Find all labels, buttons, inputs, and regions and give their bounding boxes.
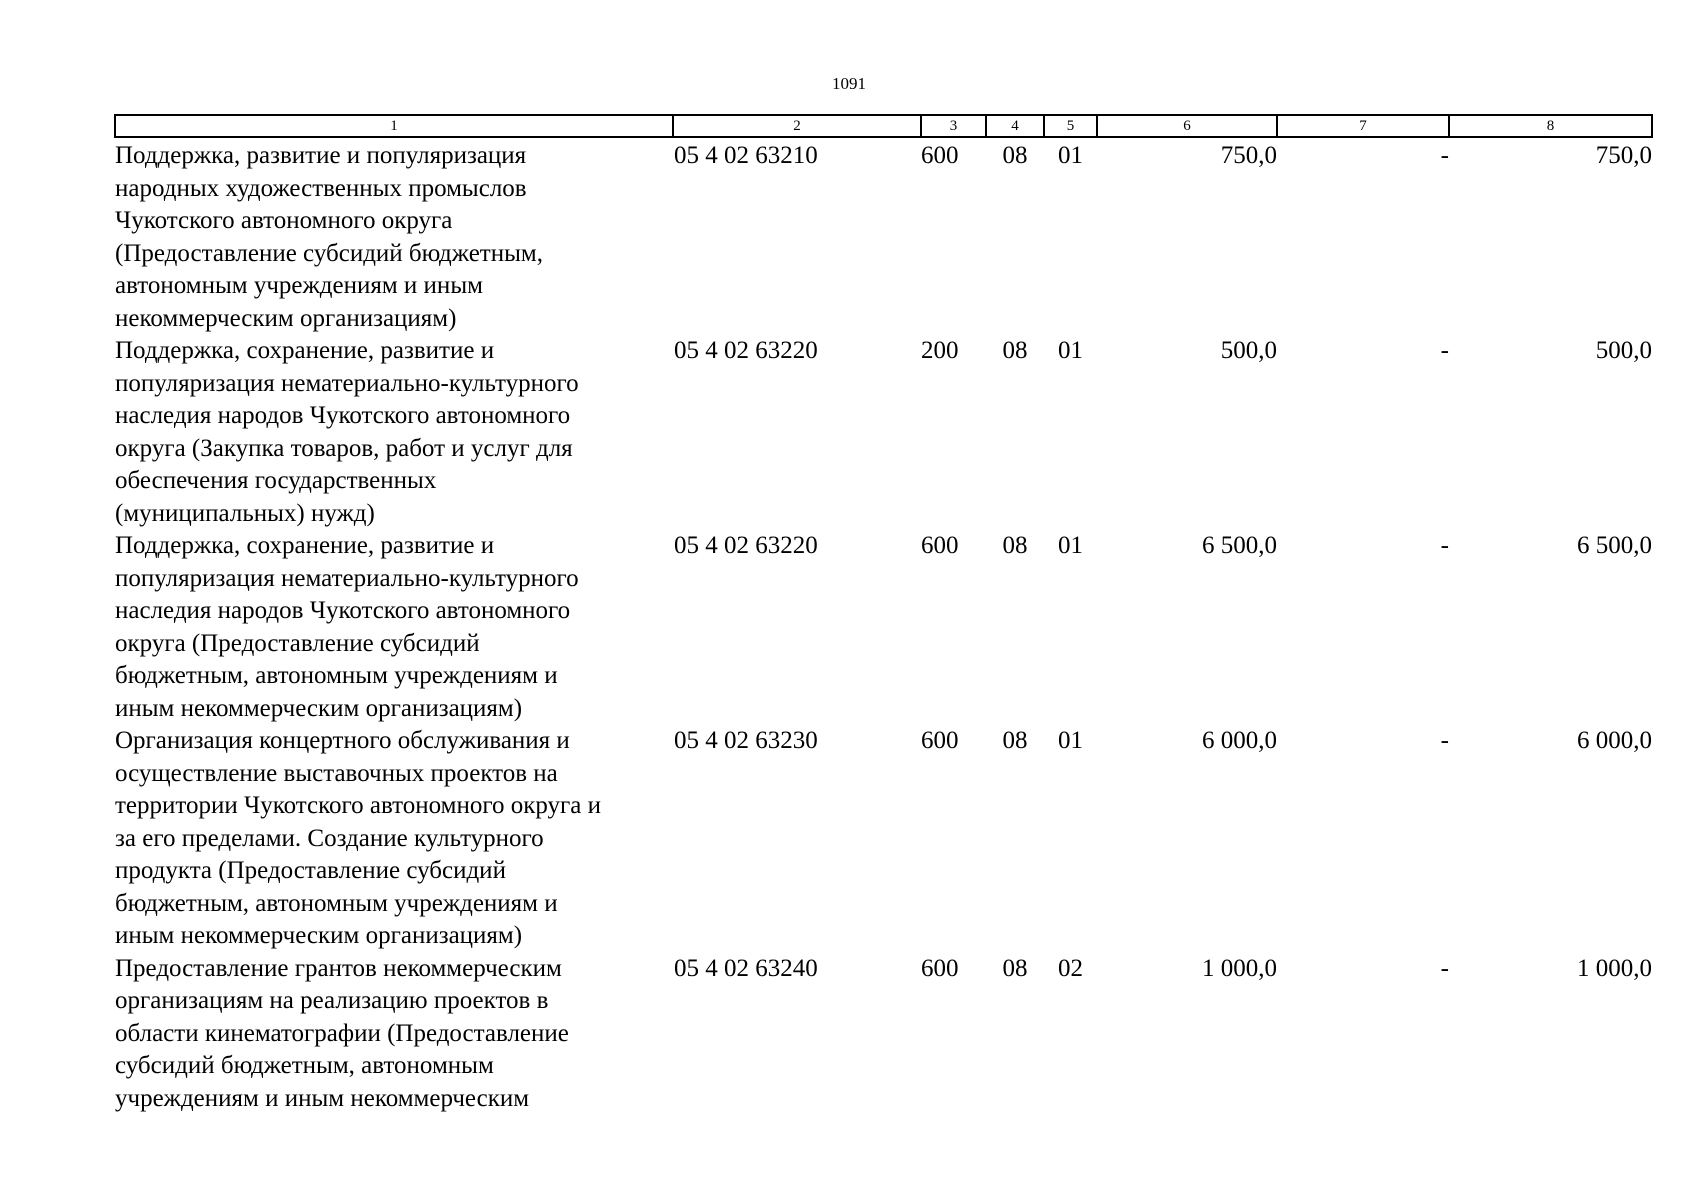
description-line: осуществление выставочных проектов на: [115, 759, 558, 787]
column-number-header: 5: [1044, 115, 1097, 137]
column-number-header: 3: [921, 115, 986, 137]
description-line: (муниципальных) нужд): [115, 499, 375, 527]
expense-type-code: 600: [921, 954, 959, 982]
target-article-code: 05 4 02 63230: [674, 727, 818, 754]
expense-type-code: 600: [921, 727, 959, 754]
column-number-header: 1: [115, 115, 673, 137]
description-line: округа (Предоставление субсидий: [115, 629, 480, 657]
column-number-header: 4: [986, 115, 1044, 137]
row-description: [115, 335, 673, 530]
description-line: бюджетным, автономным учреждениям и: [115, 889, 558, 917]
column-number-header: 7: [1277, 115, 1449, 137]
description-line: Поддержка, сохранение, развитие и: [115, 532, 495, 559]
amount-col-8: 750,0: [1595, 142, 1652, 169]
row-description: [115, 530, 673, 725]
row-description: [115, 137, 673, 335]
description-line: территории Чукотского автономного округа и: [115, 792, 602, 819]
amount-col-8: 6 500,0: [1577, 532, 1652, 559]
description-line: автономным учреждениям и иным: [115, 272, 483, 299]
description-line: бюджетным, автономным учреждениям и: [115, 662, 558, 689]
subsection-code: 01: [1058, 337, 1083, 364]
description-line: округа (Закупка товаров, работ и услуг для: [115, 434, 573, 462]
amount-col-6: 500,0: [1220, 337, 1277, 364]
description-line: области кинематографии (Предоставление: [115, 1019, 569, 1047]
description-line: учреждениям и иным некоммерческим: [115, 1084, 530, 1112]
subsection-code: 01: [1058, 142, 1083, 169]
description-line: иным некоммерческим организациям): [115, 694, 523, 722]
description-line: иным некоммерческим организациям): [115, 922, 523, 949]
amount-col-6: 750,0: [1220, 142, 1277, 169]
column-number-header-row: [115, 115, 1652, 137]
table-row: [115, 725, 1652, 953]
description-line: субсидий бюджетным, автономным: [115, 1052, 494, 1079]
expense-type-code: 600: [921, 532, 959, 559]
row-description: [115, 953, 673, 1116]
column-number-header: 2: [673, 115, 921, 137]
target-article-code: 05 4 02 63240: [674, 954, 818, 982]
column-number-header: 6: [1097, 115, 1277, 137]
amount-col-6: 6 000,0: [1202, 727, 1277, 754]
amount-col-6: 1 000,0: [1202, 954, 1277, 982]
expense-type-code: 200: [921, 337, 959, 364]
section-code: 08: [1002, 532, 1028, 559]
description-line: Чукотского автономного округа: [115, 207, 453, 234]
description-line: за его пределами. Создание культурного: [115, 824, 544, 852]
amount-col-6: 6 500,0: [1202, 532, 1277, 559]
target-article-code: 05 4 02 63220: [674, 337, 818, 364]
description-line: наследия народов Чукотского автономного: [115, 597, 571, 624]
amount-col-7: -: [1440, 142, 1449, 169]
column-number-header: 8: [1449, 115, 1652, 137]
target-article-code: 05 4 02 63220: [674, 532, 818, 559]
section-code: 08: [1002, 337, 1028, 364]
section-code: 08: [1002, 142, 1028, 169]
description-line: Поддержка, развитие и популяризация: [115, 142, 527, 169]
amount-col-8: 500,0: [1595, 337, 1652, 364]
expense-type-code: 600: [921, 142, 959, 169]
amount-col-7: -: [1440, 727, 1449, 754]
description-line: (Предоставление субсидий бюджетным,: [115, 239, 543, 267]
amount-col-7: -: [1440, 954, 1449, 982]
amount-col-7: -: [1440, 532, 1449, 559]
page-number: 1091: [832, 74, 866, 93]
description-line: популяризация нематериально-культурного: [115, 369, 579, 397]
section-code: 08: [1002, 727, 1028, 754]
table-row: [115, 953, 1652, 1116]
subsection-code: 01: [1058, 532, 1083, 559]
table-row: [115, 137, 1652, 335]
table-row: [115, 335, 1652, 530]
description-line: популяризация нематериально-культурного: [115, 564, 579, 592]
subsection-code: 02: [1058, 954, 1083, 982]
description-line: народных художественных промыслов: [115, 174, 527, 202]
amount-col-8: 6 000,0: [1577, 727, 1652, 754]
amount-col-8: 1 000,0: [1577, 954, 1652, 982]
description-line: наследия народов Чукотского автономного: [115, 402, 571, 429]
description-line: Поддержка, сохранение, развитие и: [115, 337, 495, 364]
amount-col-7: -: [1440, 337, 1449, 364]
row-description: [115, 725, 673, 953]
budget-table: [114, 114, 1653, 1115]
description-line: обеспечения государственных: [115, 467, 437, 494]
target-article-code: 05 4 02 63210: [674, 142, 818, 169]
subsection-code: 01: [1058, 727, 1083, 754]
table-row: [115, 530, 1652, 725]
section-code: 08: [1002, 954, 1028, 982]
description-line: организациям на реализацию проектов в: [115, 987, 549, 1014]
description-line: Предоставление грантов некоммерческим: [115, 954, 562, 982]
description-line: продукта (Предоставление субсидий: [115, 857, 506, 884]
description-line: некоммерческим организациям): [115, 304, 457, 332]
description-line: Организация концертного обслуживания и: [115, 727, 570, 754]
